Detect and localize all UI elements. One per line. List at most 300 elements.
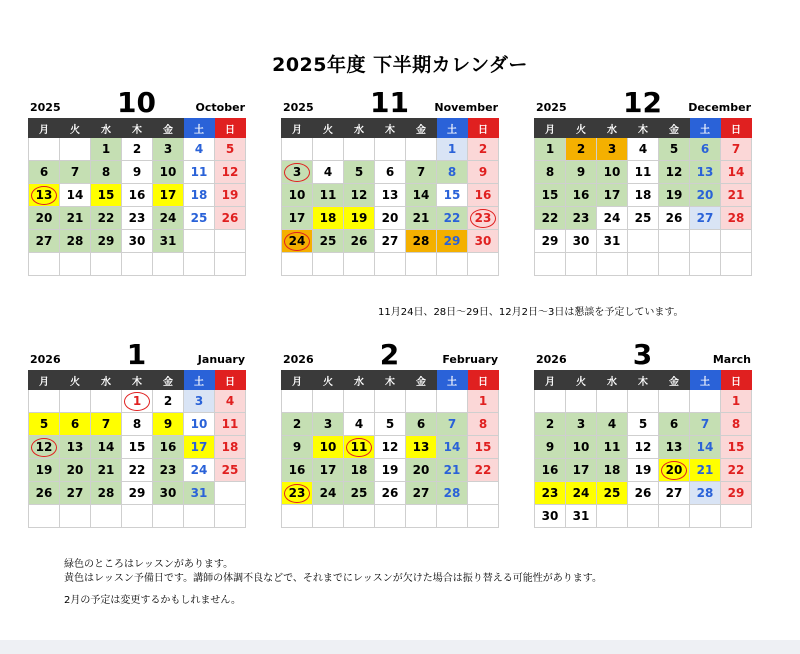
- day-cell: 4: [184, 138, 215, 161]
- day-cell: 20: [375, 207, 406, 230]
- page-title: 2025年度 下半期カレンダー: [272, 54, 528, 76]
- day-cell: 1: [721, 390, 752, 413]
- bottom-strip: [0, 640, 800, 654]
- weekday-label: 月: [535, 119, 566, 138]
- day-cell: 8: [535, 161, 566, 184]
- day-cell: 10: [184, 413, 215, 436]
- day-cell: 15: [122, 436, 153, 459]
- day-cell: 30: [535, 505, 566, 528]
- empty-cell: [60, 390, 91, 413]
- day-cell: 1: [437, 138, 468, 161]
- empty-cell: [313, 505, 344, 528]
- calendar-month-name: December: [688, 101, 751, 114]
- calendar-grid: [281, 370, 499, 528]
- day-cell: 14: [690, 436, 721, 459]
- day-cell: 13: [690, 161, 721, 184]
- calendar-month-name: February: [442, 353, 498, 366]
- calendar-month-number: 12: [623, 86, 662, 119]
- empty-cell: [344, 253, 375, 276]
- empty-cell: [29, 390, 60, 413]
- day-cell: 24: [153, 207, 184, 230]
- day-cell: 27: [29, 230, 60, 253]
- empty-cell: [344, 138, 375, 161]
- day-cell: 1: [91, 138, 122, 161]
- circled-day-number: 24: [284, 232, 310, 251]
- day-cell: 5: [344, 161, 375, 184]
- weekday-header-row: [29, 119, 246, 138]
- day-cell: 21: [721, 184, 752, 207]
- empty-cell: [406, 505, 437, 528]
- day-cell: 10: [313, 436, 344, 459]
- empty-cell: [535, 390, 566, 413]
- calendar-month-name: October: [195, 101, 245, 114]
- week-row: [535, 161, 752, 184]
- weekday-label: 日: [215, 119, 246, 138]
- empty-cell: [184, 505, 215, 528]
- empty-cell: [375, 253, 406, 276]
- day-cell: 25: [184, 207, 215, 230]
- empty-cell: [282, 505, 313, 528]
- calendar-month-name: November: [434, 101, 498, 114]
- week-row: [535, 138, 752, 161]
- day-cell: 26: [659, 207, 690, 230]
- calendar-month-number: 1: [126, 338, 147, 371]
- day-cell: 21: [690, 459, 721, 482]
- calendar-header: [534, 340, 751, 370]
- day-cell: 16: [468, 184, 499, 207]
- weekday-label: 木: [375, 119, 406, 138]
- day-cell: 19: [29, 459, 60, 482]
- day-cell: 5: [628, 413, 659, 436]
- day-cell: 9: [153, 413, 184, 436]
- day-cell: 24: [597, 207, 628, 230]
- week-row: [282, 184, 499, 207]
- day-cell: 26: [215, 207, 246, 230]
- weekday-label: 土: [690, 119, 721, 138]
- circled-day-number: 13: [31, 186, 57, 205]
- day-cell: 4: [628, 138, 659, 161]
- week-row: [29, 207, 246, 230]
- calendar-month-number: 3: [632, 338, 653, 371]
- day-cell: 8: [437, 161, 468, 184]
- empty-cell: [659, 230, 690, 253]
- day-cell: 19: [344, 207, 375, 230]
- week-row: [535, 390, 752, 413]
- day-cell: 21: [437, 459, 468, 482]
- day-cell: 17: [184, 436, 215, 459]
- week-row: [29, 161, 246, 184]
- week-row: [29, 184, 246, 207]
- calendar-header: [28, 88, 245, 118]
- day-cell: 5: [215, 138, 246, 161]
- weekday-label: 月: [535, 371, 566, 390]
- day-cell: 17: [313, 459, 344, 482]
- meeting-note: 11月24日、28日〜29日、12月2日〜3日は懇談を予定しています。: [378, 307, 684, 318]
- empty-cell: [597, 390, 628, 413]
- empty-cell: [282, 138, 313, 161]
- day-cell: 9: [535, 436, 566, 459]
- calendar-month-number: 10: [117, 86, 156, 119]
- empty-cell: [122, 253, 153, 276]
- day-cell: 6: [406, 413, 437, 436]
- empty-cell: [468, 505, 499, 528]
- day-cell: 29: [91, 230, 122, 253]
- day-cell: 31: [597, 230, 628, 253]
- empty-cell: [91, 390, 122, 413]
- day-cell: 12: [344, 184, 375, 207]
- day-cell: [468, 207, 499, 230]
- legend-green: 緑色のところはレッスンがあります。: [64, 559, 234, 570]
- weekday-label: 金: [406, 119, 437, 138]
- day-cell: 28: [437, 482, 468, 505]
- calendar-header: [281, 340, 498, 370]
- day-cell: 27: [659, 482, 690, 505]
- empty-cell: [215, 253, 246, 276]
- empty-cell: [690, 505, 721, 528]
- calendar-year: 2025: [30, 101, 61, 114]
- weekday-label: 水: [344, 119, 375, 138]
- calendar-march: [534, 340, 751, 528]
- empty-cell: [375, 505, 406, 528]
- day-cell: 7: [721, 138, 752, 161]
- empty-cell: [597, 505, 628, 528]
- day-cell: 21: [406, 207, 437, 230]
- day-cell: 21: [60, 207, 91, 230]
- schedule-change-note: 2月の予定は変更するかもしれません。: [64, 595, 241, 606]
- day-cell: 26: [628, 482, 659, 505]
- day-cell: 12: [659, 161, 690, 184]
- week-row: [282, 390, 499, 413]
- day-cell: 15: [721, 436, 752, 459]
- day-cell: 10: [282, 184, 313, 207]
- weekday-label: 日: [468, 119, 499, 138]
- day-cell: 1: [468, 390, 499, 413]
- empty-cell: [659, 390, 690, 413]
- empty-cell: [597, 253, 628, 276]
- empty-cell: [437, 390, 468, 413]
- day-cell: 31: [153, 230, 184, 253]
- calendar-header: [28, 340, 245, 370]
- empty-cell: [690, 230, 721, 253]
- day-cell: 27: [375, 230, 406, 253]
- weekday-label: 日: [468, 371, 499, 390]
- week-row: [29, 138, 246, 161]
- day-cell: 29: [535, 230, 566, 253]
- day-cell: 7: [60, 161, 91, 184]
- day-cell: 28: [60, 230, 91, 253]
- week-row: [535, 459, 752, 482]
- empty-cell: [721, 253, 752, 276]
- calendar-grid: [534, 370, 752, 528]
- day-cell: 9: [566, 161, 597, 184]
- day-cell: [29, 436, 60, 459]
- empty-cell: [468, 482, 499, 505]
- empty-cell: [153, 253, 184, 276]
- week-row: [535, 253, 752, 276]
- week-row: [535, 184, 752, 207]
- weekday-label: 火: [566, 371, 597, 390]
- day-cell: 23: [122, 207, 153, 230]
- weekday-label: 土: [184, 119, 215, 138]
- day-cell: 16: [566, 184, 597, 207]
- weekday-label: 木: [628, 371, 659, 390]
- day-cell: 27: [690, 207, 721, 230]
- empty-cell: [184, 230, 215, 253]
- empty-cell: [535, 253, 566, 276]
- day-cell: 18: [313, 207, 344, 230]
- day-cell: 25: [313, 230, 344, 253]
- calendar-grid: [534, 118, 752, 276]
- day-cell: [659, 459, 690, 482]
- day-cell: 7: [437, 413, 468, 436]
- day-cell: 30: [122, 230, 153, 253]
- day-cell: 16: [122, 184, 153, 207]
- week-row: [282, 161, 499, 184]
- empty-cell: [122, 505, 153, 528]
- day-cell: 16: [535, 459, 566, 482]
- day-cell: 12: [375, 436, 406, 459]
- empty-cell: [628, 505, 659, 528]
- day-cell: 29: [122, 482, 153, 505]
- weekday-label: 土: [437, 119, 468, 138]
- circled-day-number: 23: [284, 484, 310, 503]
- day-cell: 22: [91, 207, 122, 230]
- day-cell: 17: [282, 207, 313, 230]
- empty-cell: [375, 138, 406, 161]
- empty-cell: [659, 253, 690, 276]
- calendar-october: [28, 88, 245, 276]
- empty-cell: [406, 138, 437, 161]
- day-cell: 23: [153, 459, 184, 482]
- weekday-header-row: [535, 119, 752, 138]
- weekday-label: 日: [215, 371, 246, 390]
- empty-cell: [282, 390, 313, 413]
- calendar-year: 2026: [283, 353, 314, 366]
- weekday-label: 月: [282, 371, 313, 390]
- day-cell: 14: [406, 184, 437, 207]
- day-cell: 2: [566, 138, 597, 161]
- day-cell: 7: [406, 161, 437, 184]
- day-cell: 8: [721, 413, 752, 436]
- day-cell: 25: [597, 482, 628, 505]
- day-cell: 14: [437, 436, 468, 459]
- empty-cell: [91, 505, 122, 528]
- weekday-label: 木: [628, 119, 659, 138]
- day-cell: 6: [29, 161, 60, 184]
- empty-cell: [659, 505, 690, 528]
- day-cell: 10: [153, 161, 184, 184]
- day-cell: [122, 390, 153, 413]
- calendar-february: [281, 340, 498, 528]
- day-cell: 20: [690, 184, 721, 207]
- day-cell: 3: [597, 138, 628, 161]
- day-cell: 18: [344, 459, 375, 482]
- day-cell: 22: [721, 459, 752, 482]
- day-cell: 15: [91, 184, 122, 207]
- empty-cell: [282, 253, 313, 276]
- day-cell: 14: [60, 184, 91, 207]
- day-cell: 19: [659, 184, 690, 207]
- empty-cell: [628, 390, 659, 413]
- week-row: [282, 505, 499, 528]
- empty-cell: [153, 505, 184, 528]
- day-cell: 13: [375, 184, 406, 207]
- week-row: [535, 436, 752, 459]
- weekday-label: 水: [597, 371, 628, 390]
- weekday-header-row: [29, 371, 246, 390]
- day-cell: 26: [375, 482, 406, 505]
- weekday-label: 木: [375, 371, 406, 390]
- empty-cell: [437, 505, 468, 528]
- legend-yellow: 黄色はレッスン予備日です。講師の体調不良などで、それまでにレッスンが欠けた場合は振り替える可能性があります。: [64, 573, 602, 584]
- day-cell: 30: [468, 230, 499, 253]
- day-cell: 28: [406, 230, 437, 253]
- calendar-month-name: January: [197, 353, 245, 366]
- day-cell: [282, 230, 313, 253]
- calendar-month-name: March: [712, 353, 751, 366]
- empty-cell: [313, 390, 344, 413]
- calendar-month-number: 11: [370, 86, 409, 119]
- day-cell: 11: [215, 413, 246, 436]
- day-cell: 18: [215, 436, 246, 459]
- day-cell: 19: [628, 459, 659, 482]
- weekday-header-row: [535, 371, 752, 390]
- day-cell: 5: [375, 413, 406, 436]
- week-row: [29, 230, 246, 253]
- day-cell: 2: [122, 138, 153, 161]
- weekday-label: 火: [566, 119, 597, 138]
- weekday-label: 水: [597, 119, 628, 138]
- empty-cell: [690, 253, 721, 276]
- day-cell: 12: [628, 436, 659, 459]
- calendar-header: [281, 88, 498, 118]
- empty-cell: [406, 253, 437, 276]
- day-cell: 30: [153, 482, 184, 505]
- circled-day-number: 23: [470, 209, 496, 228]
- day-cell: 6: [60, 413, 91, 436]
- week-row: [29, 505, 246, 528]
- week-row: [535, 207, 752, 230]
- weekday-label: 土: [437, 371, 468, 390]
- day-cell: 2: [535, 413, 566, 436]
- day-cell: 2: [282, 413, 313, 436]
- weekday-label: 月: [29, 119, 60, 138]
- week-row: [535, 505, 752, 528]
- day-cell: 8: [468, 413, 499, 436]
- week-row: [29, 390, 246, 413]
- weekday-label: 火: [60, 119, 91, 138]
- week-row: [29, 482, 246, 505]
- day-cell: 28: [721, 207, 752, 230]
- week-row: [535, 413, 752, 436]
- day-cell: 4: [597, 413, 628, 436]
- day-cell: 25: [628, 207, 659, 230]
- day-cell: 22: [122, 459, 153, 482]
- empty-cell: [375, 390, 406, 413]
- day-cell: 24: [566, 482, 597, 505]
- week-row: [282, 230, 499, 253]
- day-cell: 10: [597, 161, 628, 184]
- calendar-december: [534, 88, 751, 276]
- week-row: [535, 230, 752, 253]
- day-cell: 15: [468, 436, 499, 459]
- week-row: [29, 459, 246, 482]
- day-cell: 18: [628, 184, 659, 207]
- day-cell: 20: [29, 207, 60, 230]
- empty-cell: [566, 390, 597, 413]
- day-cell: [344, 436, 375, 459]
- week-row: [29, 253, 246, 276]
- weekday-label: 金: [406, 371, 437, 390]
- day-cell: 9: [282, 436, 313, 459]
- calendar-year: 2026: [536, 353, 567, 366]
- day-cell: 17: [597, 184, 628, 207]
- week-row: [282, 436, 499, 459]
- day-cell: 3: [184, 390, 215, 413]
- day-cell: 5: [659, 138, 690, 161]
- empty-cell: [215, 482, 246, 505]
- day-cell: 13: [406, 436, 437, 459]
- week-row: [282, 459, 499, 482]
- weekday-label: 金: [659, 119, 690, 138]
- empty-cell: [313, 138, 344, 161]
- day-cell: 19: [215, 184, 246, 207]
- empty-cell: [215, 505, 246, 528]
- circled-day-number: 1: [124, 392, 150, 411]
- day-cell: [282, 161, 313, 184]
- weekday-header-row: [282, 371, 499, 390]
- empty-cell: [344, 390, 375, 413]
- empty-cell: [91, 253, 122, 276]
- day-cell: 9: [468, 161, 499, 184]
- day-cell: 22: [535, 207, 566, 230]
- day-cell: 4: [344, 413, 375, 436]
- day-cell: 29: [721, 482, 752, 505]
- weekday-label: 月: [29, 371, 60, 390]
- empty-cell: [60, 138, 91, 161]
- empty-cell: [29, 253, 60, 276]
- day-cell: 16: [282, 459, 313, 482]
- day-cell: 19: [375, 459, 406, 482]
- empty-cell: [566, 253, 597, 276]
- empty-cell: [437, 253, 468, 276]
- day-cell: 1: [535, 138, 566, 161]
- empty-cell: [721, 230, 752, 253]
- day-cell: 7: [91, 413, 122, 436]
- week-row: [282, 413, 499, 436]
- day-cell: 5: [29, 413, 60, 436]
- day-cell: 11: [184, 161, 215, 184]
- day-cell: 11: [313, 184, 344, 207]
- empty-cell: [215, 230, 246, 253]
- empty-cell: [29, 138, 60, 161]
- week-row: [282, 138, 499, 161]
- day-cell: 24: [313, 482, 344, 505]
- weekday-label: 金: [153, 119, 184, 138]
- day-cell: 20: [406, 459, 437, 482]
- weekday-label: 日: [721, 119, 752, 138]
- calendar-november: [281, 88, 498, 276]
- day-cell: 13: [60, 436, 91, 459]
- day-cell: 24: [184, 459, 215, 482]
- weekday-label: 木: [122, 371, 153, 390]
- day-cell: 15: [535, 184, 566, 207]
- calendar-year: 2026: [30, 353, 61, 366]
- empty-cell: [60, 505, 91, 528]
- weekday-label: 木: [122, 119, 153, 138]
- day-cell: 4: [215, 390, 246, 413]
- day-cell: 6: [690, 138, 721, 161]
